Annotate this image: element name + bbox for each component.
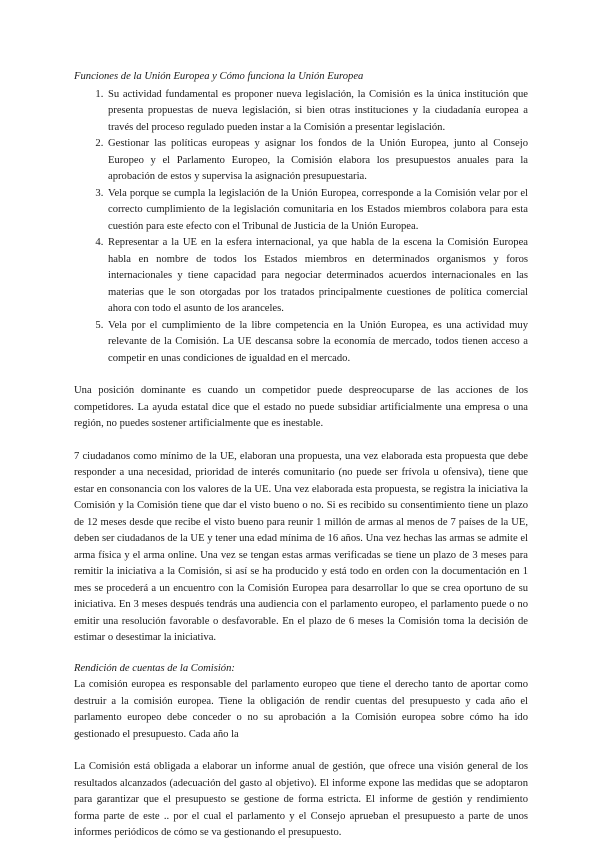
list-item: 5. Vela por el cumplimiento de la libre competencia en la Unión Europea, es una actividad muy relevante de la Comisión. La UE descansa sobre la economía de mercado, todos tienen acceso a competir en unas condiciones de igualdad en el mercado. [106,318,528,368]
section-heading-functions: Funciones de la Unión Europea y Cómo funciona la Unión Europea [74,71,364,82]
functions-list [74,87,528,368]
spacer [74,647,528,661]
paragraph-accountability: La comisión europea es responsable del parlamento europeo que tiene el derecho tanto de aportar como destruir a la comisión europea. Tiene la obligación de rendir cuentas del presupuesto y cada año el parlamento europeo debe conceder o no su aprobación a la Comisión europea sobre cómo ha ido gestionado el presupuesto. Cada año la [74,679,528,740]
spacer [74,743,528,759]
spacer [74,367,528,383]
list-item: 3. Vela porque se cumpla la legislación de la Unión Europea, corresponde a la Comisión velar por el correcto cumplimiento de la legislación comunitaria en los Estados miembros colabora para esta cuestión para este efecto con el Tribunal de Justicia de la Unión Europea. [106,186,528,236]
paragraph-annual-report: La Comisión está obligada a elaborar un informe anual de gestión, que ofrece una visión general de los resultados alcanzados (adecuación del gasto al objetivo). El informe expone las medidas que se adoptaron para garantizar que el presupuesto se gestione de forma estricta. El informe de gestión y rendimiento forma parte de este .. por el cual el parlamento y el Consejo aprueban el presupuesto a parte de unos informes periódicos de cómo se va gestionando el presupuesto. [74,761,528,838]
list-item: 4. Representar a la UE en la esfera internacional, ya que habla de la escena la Comisión Europea habla en nombre de todos los Estados miembros en determinados organismos y foros internacionales y tiene capacidad para negociar determinados acuerdos internacionales en las materias que le son otorgadas por los tratados principalmente cuestiones de política comercial ahora con todo el asunto de los aranceles. [106,235,528,318]
section-heading-accountability: Rendición de cuentas de la Comisión: [74,662,235,674]
list-item: 1. Su actividad fundamental es proponer nueva legislación, la Comisión es la única institución que presenta propuestas de nueva legislación, si bien otras instituciones y la ciudadanía europea a través del proceso regulado pueden instar a la Comisión a presentar legislación. [106,87,528,137]
paragraph-citizens-initiative: 7 ciudadanos como mínimo de la UE, elaboran una propuesta, una vez elaborada esta propuesta que debe responder a una necesidad, prioridad de interés comunitario (no puede ser frívola u ofensiva), tiene que estar en consonancia con los valores de la UE. Una vez elaborada esta propuesta, se registra la iniciativa la Comisión y la Comisión tiene que dar el visto bueno o no. Si es recibido su consentimiento tiene un plazo de 12 meses desde que recibe el visto bueno para reunir 1 millón de armas al menos de 7 países de la UE, deben ser ciudadanos de la UE y tener una edad mínima de 16 años. Una vez hechas las armas se admite el arma física y el arma online. Una vez se tengan estas armas verificadas se tiene un plazo de 3 meses para remitir la iniciativa a la Comisión, si así se ha producido y está todo en orden con la documentación en 1 mes se procederá a un encuentro con la Comisión Europea para desarrollar lo que se crea oportuno de su iniciativa. En 3 meses después tendrás una audiencia con el parlamento europeo, el parlamento puede o no emitir una resolución favorable o desfavorable. En el plazo de 6 meses la Comisión toma la decisión de estimar o desestimar la iniciativa. [74,450,528,643]
spacer [74,433,528,449]
list-item: 2. Gestionar las políticas europeas y asignar los fondos de la Unión Europea, junto al Consejo Europeo y el Parlamento Europeo, la Comisión elabora los presupuestos anuales para la aprobación de estos y supervisa la asignación presupuestaria. [106,136,528,186]
paragraph-dominant-position: Una posición dominante es cuando un competidor puede despreocuparse de las acciones de los competidores. La ayuda estatal dice que el estado no puede subsidiar artificialmente una empresa o una región, no puedes sostener artificialmente que es inestable. [74,385,528,429]
